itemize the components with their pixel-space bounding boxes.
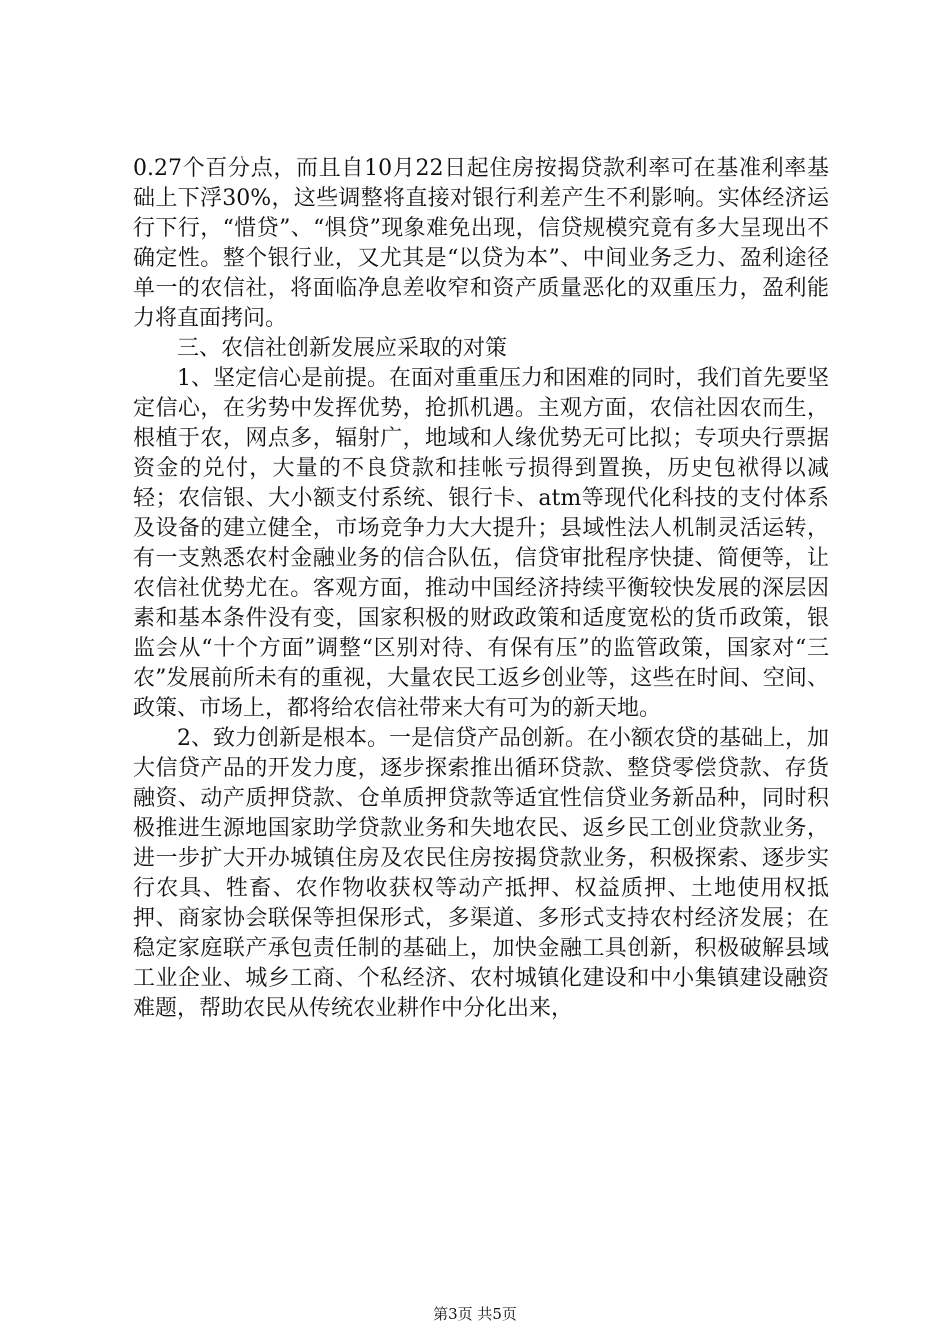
- document-body: [133, 154, 829, 1024]
- paragraph-confidence: 1、坚定信心是前提。在面对重重压力和困难的同时，我们首先要坚定信心，在劣势中发挥优势，抢抓机遇。主观方面，农信社因农而生，根植于农，网点多，辐射广，地域和人缘优势无可比拟；专项央行票据资金的兑付，大量的不良贷款和挂帐亏损得到置换，历史包袱得以减轻；农信银、大小额支付系统、银行卡、atm等现代化科技的支付体系及设备的建立健全，市场竞争力大大提升；县域性法人机制灵活运转，有一支熟悉农村金融业务的信合队伍，信贷审批程序快捷、简便等，让农信社优势尤在。客观方面，推动中国经济持续平衡较快发展的深层因素和基本条件没有变，国家积极的财政政策和适度宽松的货币政策，银监会从“十个方面”调整“区别对待、有保有压”的监管政策，国家对“三农”发展前所未有的重视，大量农民工返乡创业等，这些在时间、空间、政策、市场上，都将给农信社带来大有可为的新天地。: [133, 366, 829, 721]
- page-footer: 第3页 共5页: [433, 1305, 517, 1323]
- section-heading: 三、农信社创新发展应采取的对策: [177, 336, 508, 361]
- paragraph-continuation: 0.27个百分点，而且自10月22日起住房按揭贷款利率可在基准利率基础上下浮30%，这些调整将直接对银行利差产生不利影响。实体经济运行下行，“惜贷”、“惧贷”现象难免出现，信贷规模究竟有多大呈现出不确定性。整个银行业，又尤其是“以贷为本”、中间业务乏力、盈利途径单一的农信社，将面临净息差收窄和资产质量恶化的双重压力，盈利能力将直面拷问。: [133, 156, 829, 331]
- paragraph-innovation: 2、致力创新是根本。一是信贷产品创新。在小额农贷的基础上，加大信贷产品的开发力度，逐步探索推出循环贷款、整贷零偿贷款、存货融资、动产质押贷款、仓单质押贷款等适宜性信贷业务新品种，同时积极推进生源地国家助学贷款业务和失地农民、返乡民工创业贷款业务，进一步扩大开办城镇住房及农民住房按揭贷款业务，积极探索、逐步实行农具、牲畜、农作物收获权等动产抵押、权益质押、土地使用权抵押、商家协会联保等担保形式，多渠道、多形式支持农村经济发展；在稳定家庭联产承包责任制的基础上，加快金融工具创新，积极破解县域工业企业、城乡工商、个私经济、农村城镇化建设和中小集镇建设融资难题，帮助农民从传统农业耕作中分化出来，: [133, 726, 829, 1021]
